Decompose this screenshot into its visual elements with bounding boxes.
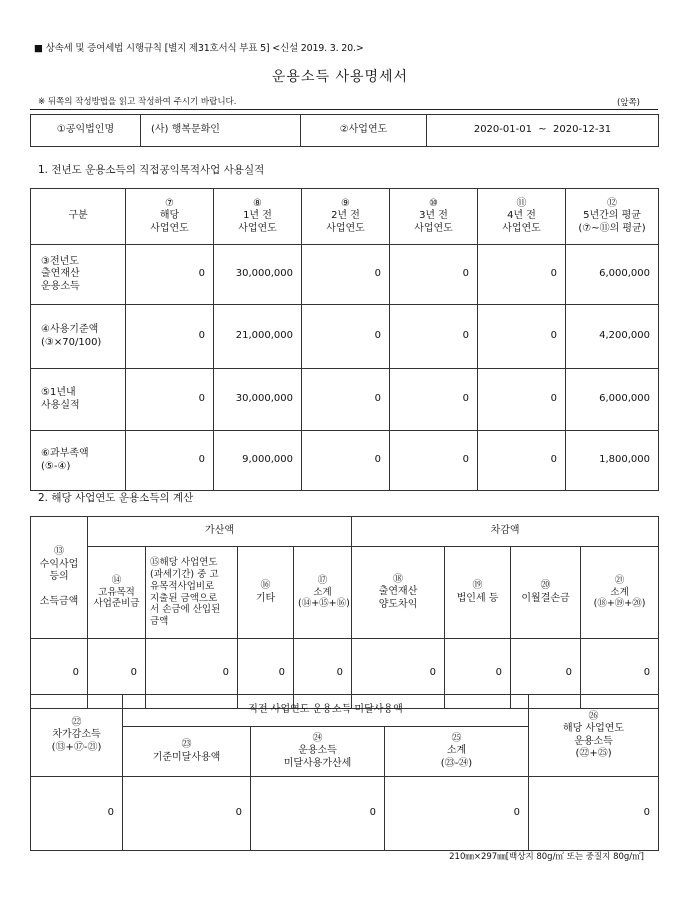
s1-col-2yr-before: ⑨ 2년 전 사업연도 xyxy=(302,189,390,245)
s2-col-loss-carryforward: ⑳ 이월결손금 xyxy=(511,547,581,639)
top-rule xyxy=(30,109,658,110)
cell-value: 0 xyxy=(88,639,146,709)
cell-value: 0 xyxy=(581,639,659,709)
s1-col-5yr-average: ⑫ 5년간의 평균 (⑦~⑪의 평균) xyxy=(566,189,659,245)
cell-value: 0 xyxy=(126,369,214,431)
corp-name-value: (사) 행복문화인 xyxy=(141,115,301,147)
cell-value: 0 xyxy=(478,305,566,369)
corp-name-label: ①공익법인명 xyxy=(31,115,141,147)
row-label: ③전년도 출연재산 운용소득 xyxy=(31,245,126,305)
cell-value: 0 xyxy=(294,639,352,709)
cell-value: 0 xyxy=(302,245,390,305)
s2-col-net-income: ㉒ 차가감소득 (⑬+⑰-㉑) xyxy=(31,695,123,777)
instruction-note: ※ 뒤쪽의 작성방법을 읽고 작성하여 주시기 바랍니다. xyxy=(38,97,237,107)
s2-col-other: ⑯ 기타 xyxy=(238,547,294,639)
page-side: (앞쪽) xyxy=(616,98,640,108)
section2-table xyxy=(30,516,659,709)
s2-col-taxable-income: ⑬ 수익사업 등의 소득금액 xyxy=(31,517,88,639)
s2-col-add-subtotal: ⑰ 소계 (⑭+⑮+⑯) xyxy=(294,547,352,639)
s2-col-penalty-tax: ㉔ 운용소득 미달사용가산세 xyxy=(251,727,385,777)
cell-value: 0 xyxy=(302,431,390,491)
s1-col-3yr-before: ⑩ 3년 전 사업연도 xyxy=(390,189,478,245)
s2-add-group-header: 가산액 xyxy=(88,517,352,547)
section2-heading: 2. 해당 사업연도 운용소득의 계산 xyxy=(38,492,194,504)
s2-col-reserve: ⑭ 고유목적 사업준비금 xyxy=(88,547,146,639)
row-label: ④사용기준액 (③×70/100) xyxy=(31,305,126,369)
section2-table-b xyxy=(30,694,659,851)
cell-value: 0 xyxy=(126,305,214,369)
table-row xyxy=(31,369,659,431)
cell-value: 0 xyxy=(529,777,659,851)
cell-value: 0 xyxy=(352,639,445,709)
cell-value: 0 xyxy=(385,777,529,851)
info-table xyxy=(30,114,659,147)
table-row xyxy=(31,431,659,491)
cell-value: 0 xyxy=(511,639,581,709)
cell-value: 9,000,000 xyxy=(214,431,302,491)
s2-col-current-income: ㉖ 해당 사업연도 운용소득 (㉒+㉕) xyxy=(529,695,659,777)
s2-sub-group-header: 차감액 xyxy=(352,517,659,547)
cell-value: 30,000,000 xyxy=(214,369,302,431)
s1-col-current-year: ⑦ 해당 사업연도 xyxy=(126,189,214,245)
s2-col-expense: ⑮해당 사업연도 (과세기간) 중 고 유목적사업비로 지출된 금액으로 서 손금에 산입된 금액 xyxy=(146,547,238,639)
cell-value: 0 xyxy=(31,639,88,709)
s1-col-1yr-before: ⑧ 1년 전 사업연도 xyxy=(214,189,302,245)
row-label: ⑤1년내 사용실적 xyxy=(31,369,126,431)
cell-value: 0 xyxy=(478,431,566,491)
s2-col-prev-subtotal: ㉕ 소계 (㉓-㉔) xyxy=(385,727,529,777)
cell-value: 0 xyxy=(146,639,238,709)
cell-value: 0 xyxy=(126,245,214,305)
cell-value: 0 xyxy=(478,245,566,305)
cell-value: 0 xyxy=(390,369,478,431)
cell-value: 0 xyxy=(126,431,214,491)
table-row xyxy=(31,777,659,851)
cell-value: 0 xyxy=(390,431,478,491)
cell-value: 4,200,000 xyxy=(566,305,659,369)
s1-col-category: 구분 xyxy=(31,189,126,245)
table-row xyxy=(31,245,659,305)
cell-value: 0 xyxy=(31,777,123,851)
paper-spec: 210㎜×297㎜[백상지 80g/㎡ 또는 중질지 80g/㎡] xyxy=(449,852,644,862)
section1-table xyxy=(30,188,659,491)
section1-heading: 1. 전년도 운용소득의 직접공익목적사업 사용실적 xyxy=(38,164,265,176)
s2-col-capital-gain: ⑱ 출연재산 양도차익 xyxy=(352,547,445,639)
cell-value: 0 xyxy=(445,639,511,709)
cell-value: 6,000,000 xyxy=(566,245,659,305)
cell-value: 0 xyxy=(390,245,478,305)
table-row xyxy=(31,305,659,369)
cell-value: 0 xyxy=(478,369,566,431)
cell-value: 0 xyxy=(123,777,251,851)
cell-value: 6,000,000 xyxy=(566,369,659,431)
cell-value: 0 xyxy=(302,305,390,369)
cell-value: 30,000,000 xyxy=(214,245,302,305)
s2-col-corporate-tax: ⑲ 법인세 등 xyxy=(445,547,511,639)
s2-col-sub-subtotal: ㉑ 소계 (⑱+⑲+⑳) xyxy=(581,547,659,639)
row-label: ⑥과부족액 (⑤-④) xyxy=(31,431,126,491)
s1-col-4yr-before: ⑪ 4년 전 사업연도 xyxy=(478,189,566,245)
cell-value: 0 xyxy=(390,305,478,369)
cell-value: 0 xyxy=(251,777,385,851)
page-title: 운용소득 사용명세서 xyxy=(271,69,409,85)
law-reference: ■ 상속세 및 증여세법 시행규칙 [별지 제31호서식 부표 5] <신설 2019. 3. 20.> xyxy=(34,43,364,54)
cell-value: 0 xyxy=(238,639,294,709)
s2-prev-group-header: 직전 사업연도 운용소득 미달사용액 xyxy=(123,695,529,727)
cell-value: 0 xyxy=(302,369,390,431)
fiscal-year-label: ②사업연도 xyxy=(301,115,427,147)
cell-value: 1,800,000 xyxy=(566,431,659,491)
cell-value: 21,000,000 xyxy=(214,305,302,369)
fiscal-year-value: 2020-01-01 ~ 2020-12-31 xyxy=(427,115,659,147)
s2-col-shortfall: ㉓ 기준미달사용액 xyxy=(123,727,251,777)
